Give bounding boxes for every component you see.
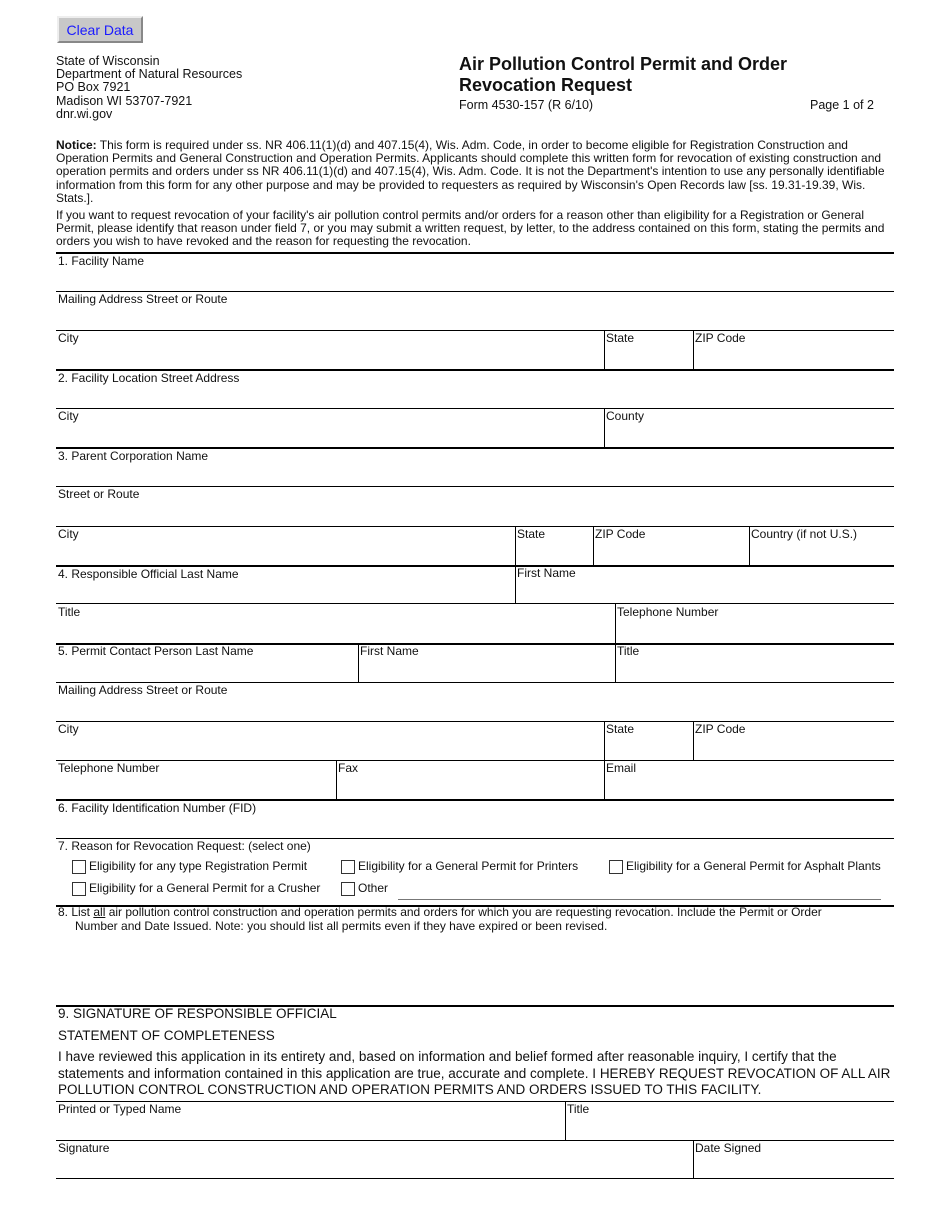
item8-line2: Number and Date Issued. Note: you should list all permits even if they have expired or been revised. <box>75 918 608 933</box>
resp-official-first-input[interactable] <box>517 583 895 603</box>
fid-input[interactable] <box>58 817 896 838</box>
street-route-input[interactable] <box>58 504 896 525</box>
contact-first-label: First Name <box>360 644 419 658</box>
reason-label: 7. Reason for Revocation Request: (select one) <box>58 839 311 853</box>
signature-label: Signature <box>58 1141 110 1155</box>
contact-first-input[interactable] <box>360 661 616 682</box>
location-city-input[interactable] <box>58 426 604 447</box>
item8-pre: 8. List <box>58 905 94 919</box>
contact-email-label: Email <box>606 761 637 775</box>
revocation-instructions: If you want to request revocation of your facility's air pollution control permits and/or orders for a reason other than eligibility for a Registration or General Permit, please identify that reason under field 7, or you may submit a written request, by letter, to the address contained on this form, stating the permits and orders you wish to have revoked and the reason for requesting the revocation. <box>56 208 885 249</box>
contact-title-input[interactable] <box>617 661 895 682</box>
reason-option-asphalt[interactable] <box>609 858 881 874</box>
fid-label: 6. Facility Identification Number (FID) <box>58 801 257 815</box>
city-label: City <box>58 331 79 345</box>
divider <box>604 408 605 447</box>
resp-official-title-label: Title <box>58 605 81 619</box>
parent-corp-label: 3. Parent Corporation Name <box>58 449 209 463</box>
rule <box>56 1178 894 1179</box>
contact-last-input[interactable] <box>58 661 359 682</box>
parent-city-label: City <box>58 527 79 541</box>
permit-list-instructions <box>58 906 878 933</box>
rule <box>56 721 894 722</box>
signer-title-label: Title <box>567 1102 590 1116</box>
checkbox-printers[interactable] <box>341 860 355 874</box>
resp-official-title-input[interactable] <box>58 622 616 643</box>
other-reason-input[interactable] <box>398 880 885 900</box>
checkbox-other[interactable] <box>341 882 355 896</box>
reason-option-crusher-label: Eligibility for a General Permit for a Crusher <box>89 881 321 895</box>
resp-official-first-label: First Name <box>517 566 576 580</box>
completeness-heading: STATEMENT OF COMPLETENESS <box>58 1028 275 1043</box>
resp-official-phone-input[interactable] <box>617 622 895 643</box>
permit-list-input[interactable] <box>58 938 896 1006</box>
mailing-address-input[interactable] <box>58 309 896 330</box>
divider <box>604 721 605 760</box>
agency-state: State of Wisconsin <box>56 54 160 68</box>
city-input[interactable] <box>58 348 604 369</box>
notice-label: Notice: <box>56 138 97 152</box>
parent-state-label: State <box>517 527 546 541</box>
contact-email-input[interactable] <box>606 778 895 799</box>
agency-address <box>56 55 242 121</box>
zip-label: ZIP Code <box>695 331 746 345</box>
rule <box>56 408 894 409</box>
checkbox-asphalt[interactable] <box>609 860 623 874</box>
reason-option-asphalt-label: Eligibility for a General Permit for Asphalt Plants <box>626 859 881 873</box>
reason-option-printers[interactable] <box>341 858 578 874</box>
contact-last-label: 5. Permit Contact Person Last Name <box>58 644 254 658</box>
parent-state-input[interactable] <box>517 544 594 565</box>
agency-website: dnr.wi.gov <box>56 106 113 121</box>
rule <box>56 1101 894 1102</box>
facility-location-input[interactable] <box>58 387 896 408</box>
reason-option-other[interactable] <box>341 880 388 896</box>
contact-mailing-input[interactable] <box>58 700 896 721</box>
printed-name-input[interactable] <box>58 1119 566 1140</box>
notice-paragraph <box>56 139 896 205</box>
contact-state-input[interactable] <box>606 739 694 760</box>
divider <box>604 330 605 369</box>
contact-zip-label: ZIP Code <box>695 722 746 736</box>
rule <box>56 760 894 761</box>
page-number: Page 1 of 2 <box>810 98 874 112</box>
date-signed-label: Date Signed <box>695 1141 762 1155</box>
item8-post: air pollution control construction and operation permits and orders for which you are requesting revocation. Include the Permit or Order <box>105 905 822 919</box>
country-label: Country (if not U.S.) <box>751 527 858 541</box>
resp-official-last-input[interactable] <box>58 583 516 603</box>
agency-department: Department of Natural Resources <box>56 67 243 82</box>
parent-city-input[interactable] <box>58 544 516 565</box>
clear-data-button[interactable]: Clear Data <box>57 16 143 43</box>
signature-heading: 9. SIGNATURE OF RESPONSIBLE OFFICIAL <box>58 1006 337 1021</box>
checkbox-registration[interactable] <box>72 860 86 874</box>
state-input[interactable] <box>606 348 694 369</box>
form-title-line1: Air Pollution Control Permit and Order <box>459 54 788 74</box>
location-city-label: City <box>58 409 79 423</box>
reason-option-registration-label: Eligibility for any type Registration Permit <box>89 859 308 873</box>
rule <box>56 330 894 331</box>
contact-city-input[interactable] <box>58 739 604 760</box>
checkbox-crusher[interactable] <box>72 882 86 896</box>
resp-official-last-label: 4. Responsible Official Last Name <box>58 567 239 581</box>
facility-name-label: 1. Facility Name <box>58 254 145 268</box>
parent-zip-input[interactable] <box>595 544 750 565</box>
notice-text: This form is required under ss. NR 406.11(1)(d) and 407.15(4), Wis. Adm. Code, in order to become eligible for Registration Construction and Operation Permits and General Construction and Operation Permits. Applicants should complete this written form for revocation of existing construction and operation permits and orders under ss NR 406.11(1)(d) and 407.15(4), Wis. Adm. Code. It is not the Department's intention to use any personally identifiable information from this form for any other purpose and may be provided to requesters as required by Wisconsin's Open Records law [ss. 19.31-19.39, Wis. Stats.]. <box>56 138 885 205</box>
contact-mailing-label: Mailing Address Street or Route <box>58 683 228 697</box>
state-label: State <box>606 331 635 345</box>
signer-title-input[interactable] <box>567 1119 895 1140</box>
rule <box>56 486 894 487</box>
form-number: Form 4530-157 (R 6/10) <box>459 98 594 112</box>
facility-location-label: 2. Facility Location Street Address <box>58 371 240 385</box>
agency-po-box: PO Box 7921 <box>56 80 131 95</box>
rule <box>56 1140 894 1141</box>
reason-option-registration[interactable] <box>72 858 307 874</box>
mailing-address-label: Mailing Address Street or Route <box>58 292 228 306</box>
zip-input[interactable] <box>695 348 895 369</box>
contact-zip-input[interactable] <box>695 739 895 760</box>
rule <box>56 603 894 604</box>
contact-fax-label: Fax <box>338 761 359 775</box>
printed-name-label: Printed or Typed Name <box>58 1102 182 1116</box>
item8-underlined: all <box>93 905 106 919</box>
county-input[interactable] <box>606 426 895 447</box>
date-signed-input[interactable] <box>695 1158 895 1178</box>
rule <box>56 252 894 254</box>
divider <box>604 760 605 799</box>
contact-phone-input[interactable] <box>58 778 337 799</box>
parent-corp-input[interactable] <box>58 465 896 486</box>
facility-name-input[interactable] <box>58 270 896 291</box>
certification-statement: I have reviewed this application in its entirety and, based on information and belief formed after reasonable inquiry, I certify that the statements and information contained in this application are true, accurate and complete. I HEREBY REQUEST REVOCATION OF ALL AIR POLLUTION CONTROL CONSTRUCTION AND OPERATION PERMITS AND ORDERS ISSUED TO THIS FACILITY. <box>58 1049 891 1097</box>
signature-input[interactable] <box>58 1158 694 1178</box>
street-route-label: Street or Route <box>58 487 140 501</box>
resp-official-phone-label: Telephone Number <box>617 605 719 619</box>
contact-fax-input[interactable] <box>338 778 604 799</box>
country-input[interactable] <box>751 544 895 565</box>
contact-city-label: City <box>58 722 79 736</box>
contact-state-label: State <box>606 722 635 736</box>
reason-option-crusher[interactable] <box>72 880 320 896</box>
contact-title-label: Title <box>617 644 640 658</box>
form-title <box>459 54 899 96</box>
agency-city: Madison WI 53707-7921 <box>56 93 193 108</box>
form-title-line2: Revocation Request <box>459 75 633 95</box>
contact-phone-label: Telephone Number <box>58 761 160 775</box>
reason-option-other-label: Other <box>358 881 389 895</box>
parent-zip-label: ZIP Code <box>595 527 646 541</box>
county-label: County <box>606 409 645 423</box>
reason-option-printers-label: Eligibility for a General Permit for Printers <box>358 859 579 873</box>
